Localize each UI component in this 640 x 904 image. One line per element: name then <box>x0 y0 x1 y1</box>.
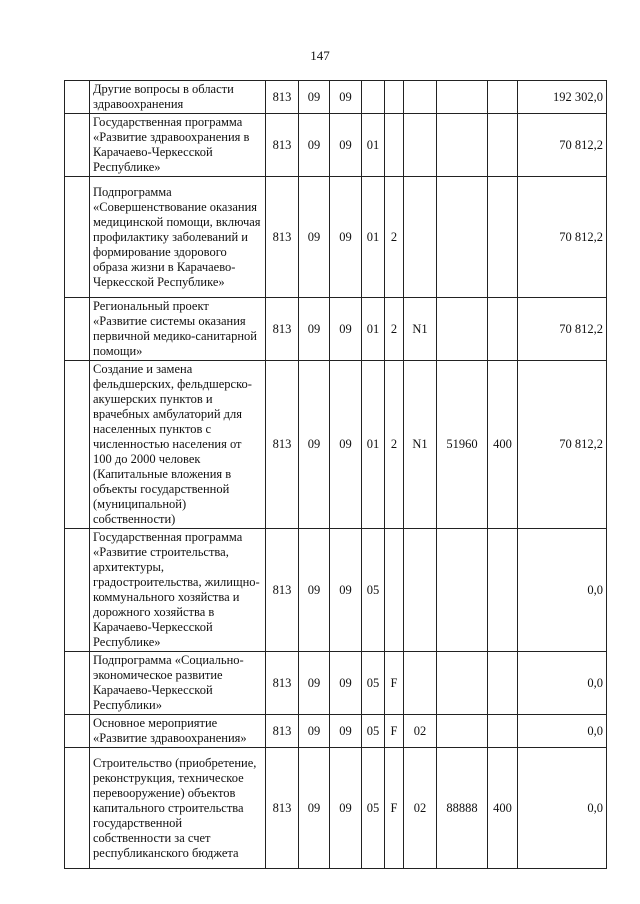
code-cell-pr: 09 <box>330 715 362 748</box>
table-row <box>65 529 607 652</box>
code-cell-ved: 813 <box>266 114 299 177</box>
table-body <box>65 81 607 869</box>
amount-cell: 0,0 <box>518 652 607 715</box>
amount-cell: 70 812,2 <box>518 298 607 361</box>
code-cell-ved: 813 <box>266 298 299 361</box>
amount-cell: 0,0 <box>518 715 607 748</box>
code-cell-ved: 813 <box>266 748 299 869</box>
code-cell-pr: 09 <box>330 298 362 361</box>
code-cell-p4 <box>437 81 488 114</box>
row-margin-cell <box>65 715 90 748</box>
code-cell-p2: F <box>385 748 404 869</box>
code-cell-vr <box>488 114 518 177</box>
code-cell-p2: 2 <box>385 361 404 529</box>
table-row <box>65 81 607 114</box>
budget-table <box>64 80 607 869</box>
code-cell-vr <box>488 652 518 715</box>
code-cell-p2: F <box>385 652 404 715</box>
code-cell-pr: 09 <box>330 529 362 652</box>
code-cell-rz: 09 <box>299 529 330 652</box>
code-cell-vr <box>488 529 518 652</box>
row-margin-cell <box>65 177 90 298</box>
table-row <box>65 114 607 177</box>
code-cell-p4: 51960 <box>437 361 488 529</box>
code-cell-pr: 09 <box>330 652 362 715</box>
code-cell-rz: 09 <box>299 81 330 114</box>
item-name-cell: Другие вопросы в области здравоохранения <box>90 81 266 114</box>
code-cell-ved: 813 <box>266 81 299 114</box>
code-cell-p4 <box>437 298 488 361</box>
code-cell-rz: 09 <box>299 298 330 361</box>
item-name-cell: Государственная программа «Развитие строительства, архитектуры, градостроительства, жилищно-коммунального хозяйства и дорожного хозяйства в Карачаево-Черкесской Республике» <box>90 529 266 652</box>
code-cell-p4 <box>437 715 488 748</box>
code-cell-p3: N1 <box>404 361 437 529</box>
code-cell-p4 <box>437 114 488 177</box>
code-cell-p3: N1 <box>404 298 437 361</box>
code-cell-p3 <box>404 529 437 652</box>
code-cell-p4 <box>437 529 488 652</box>
code-cell-p2 <box>385 114 404 177</box>
table-row <box>65 361 607 529</box>
code-cell-vr <box>488 298 518 361</box>
code-cell-p4: 88888 <box>437 748 488 869</box>
code-cell-p1: 01 <box>362 361 385 529</box>
code-cell-p4 <box>437 177 488 298</box>
row-margin-cell <box>65 529 90 652</box>
code-cell-pr: 09 <box>330 114 362 177</box>
code-cell-vr: 400 <box>488 361 518 529</box>
table-row <box>65 715 607 748</box>
item-name-cell: Строительство (приобретение, реконструкция, техническое перевооружение) объектов капитального строительства государственной собственности за счет республиканского бюджета <box>90 748 266 869</box>
row-margin-cell <box>65 361 90 529</box>
item-name-cell: Подпрограмма «Социально-экономическое развитие Карачаево-Черкесской Республики» <box>90 652 266 715</box>
code-cell-rz: 09 <box>299 715 330 748</box>
code-cell-p4 <box>437 652 488 715</box>
code-cell-pr: 09 <box>330 361 362 529</box>
code-cell-pr: 09 <box>330 748 362 869</box>
table-row <box>65 177 607 298</box>
code-cell-p2: 2 <box>385 177 404 298</box>
item-name-cell: Региональный проект «Развитие системы оказания первичной медико-санитарной помощи» <box>90 298 266 361</box>
item-name-cell: Создание и замена фельдшерских, фельдшерско-акушерских пунктов и врачебных амбулаторий для населенных пунктов с численностью населения от 100 до 2000 человек (Капитальные вложения в объекты государственной (муниципальной) собственности) <box>90 361 266 529</box>
code-cell-p3 <box>404 177 437 298</box>
code-cell-p1: 05 <box>362 529 385 652</box>
code-cell-p2 <box>385 529 404 652</box>
table-row <box>65 748 607 869</box>
code-cell-vr <box>488 177 518 298</box>
code-cell-p1: 01 <box>362 177 385 298</box>
code-cell-vr <box>488 715 518 748</box>
code-cell-p1: 01 <box>362 114 385 177</box>
code-cell-rz: 09 <box>299 177 330 298</box>
code-cell-p3 <box>404 114 437 177</box>
page-number: 147 <box>310 48 330 63</box>
code-cell-pr: 09 <box>330 81 362 114</box>
amount-cell: 70 812,2 <box>518 177 607 298</box>
code-cell-p3: 02 <box>404 715 437 748</box>
code-cell-ved: 813 <box>266 529 299 652</box>
amount-cell: 70 812,2 <box>518 361 607 529</box>
code-cell-rz: 09 <box>299 748 330 869</box>
item-name-cell: Основное мероприятие «Развитие здравоохранения» <box>90 715 266 748</box>
row-margin-cell <box>65 748 90 869</box>
code-cell-p3 <box>404 81 437 114</box>
code-cell-p1: 01 <box>362 298 385 361</box>
table-row <box>65 298 607 361</box>
row-margin-cell <box>65 81 90 114</box>
item-name-cell: Государственная программа «Развитие здравоохранения в Карачаево-Черкесской Республике» <box>90 114 266 177</box>
code-cell-p1: 05 <box>362 748 385 869</box>
code-cell-vr <box>488 81 518 114</box>
code-cell-ved: 813 <box>266 177 299 298</box>
item-name-cell: Подпрограмма «Совершенствование оказания медицинской помощи, включая профилактику заболеваний и формирование здорового образа жизни в Карачаево-Черкесской Республике» <box>90 177 266 298</box>
code-cell-ved: 813 <box>266 361 299 529</box>
code-cell-rz: 09 <box>299 114 330 177</box>
code-cell-p2: 2 <box>385 298 404 361</box>
amount-cell: 0,0 <box>518 529 607 652</box>
code-cell-p3 <box>404 652 437 715</box>
amount-cell: 70 812,2 <box>518 114 607 177</box>
code-cell-p3: 02 <box>404 748 437 869</box>
row-margin-cell <box>65 114 90 177</box>
code-cell-vr: 400 <box>488 748 518 869</box>
code-cell-p1 <box>362 81 385 114</box>
code-cell-p2 <box>385 81 404 114</box>
code-cell-p2: F <box>385 715 404 748</box>
row-margin-cell <box>65 652 90 715</box>
code-cell-ved: 813 <box>266 652 299 715</box>
code-cell-rz: 09 <box>299 361 330 529</box>
code-cell-p1: 05 <box>362 715 385 748</box>
amount-cell: 0,0 <box>518 748 607 869</box>
code-cell-rz: 09 <box>299 652 330 715</box>
code-cell-p1: 05 <box>362 652 385 715</box>
code-cell-pr: 09 <box>330 177 362 298</box>
code-cell-ved: 813 <box>266 715 299 748</box>
amount-cell: 192 302,0 <box>518 81 607 114</box>
table-row <box>65 652 607 715</box>
row-margin-cell <box>65 298 90 361</box>
